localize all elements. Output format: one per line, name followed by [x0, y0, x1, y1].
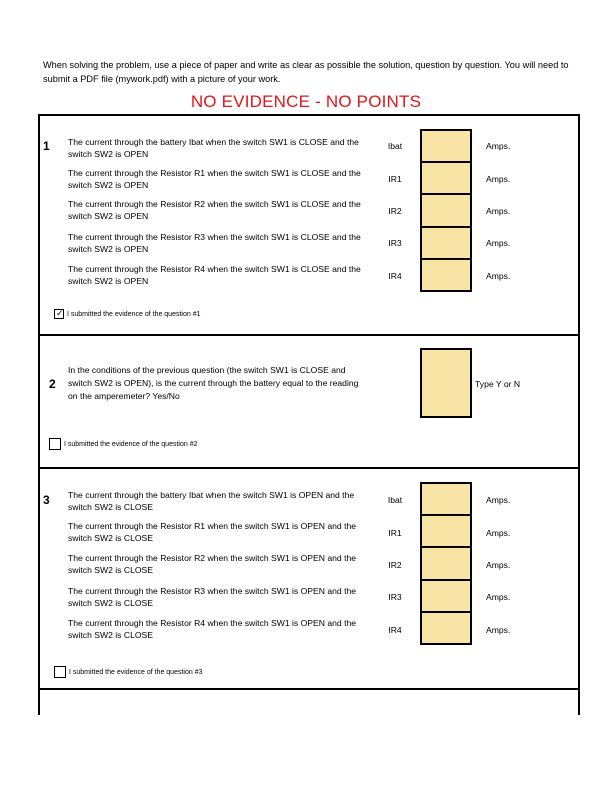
q2-evidence[interactable]	[49, 438, 197, 450]
q3-label-ir2: IR2	[388, 560, 402, 570]
q2-evidence-checkbox[interactable]	[49, 438, 61, 450]
q3-unit-ir1: Amps.	[486, 528, 511, 538]
q1-unit-ir3: Amps.	[486, 238, 511, 248]
q3-answer-ir1[interactable]	[420, 515, 472, 548]
q1-unit-ir1: Amps.	[486, 174, 511, 184]
q1-answer-ir3[interactable]	[420, 227, 472, 260]
q1-label-ir2: IR2	[388, 206, 402, 216]
warning-heading: NO EVIDENCE - NO POINTS	[190, 92, 422, 111]
q1-answer-ir2[interactable]	[420, 194, 472, 227]
question-2-number: 2	[49, 377, 56, 391]
q2-unit: Type Y or N	[475, 379, 521, 389]
q3-answer-group	[420, 482, 472, 645]
q1-unit-ibat: Amps.	[486, 141, 511, 151]
q3-row-ir2-text: The current through the Resistor R2 when the switch SW1 is OPEN and the switch SW2 is CLOSE	[68, 553, 357, 576]
q3-answer-ir2[interactable]	[420, 547, 472, 580]
q3-answer-ir4[interactable]	[420, 612, 472, 645]
q1-evidence-label: I submitted the evidence of the question #1	[67, 310, 201, 318]
q3-row-ir4-text: The current through the Resistor R4 when the switch SW1 is OPEN and the switch SW2 is CLOSE	[68, 618, 357, 641]
q3-evidence-label: I submitted the evidence of the question #3	[69, 668, 203, 676]
divider-q2-q3	[38, 467, 580, 469]
instructions-text: When solving the problem, use a piece of paper and write as clear as possible the solution, question by question. You will need to submit a PDF file (mywork.pdf) with a picture of your work.	[43, 60, 569, 84]
q2-evidence-label: I submitted the evidence of the question #2	[64, 440, 198, 448]
q3-unit-ibat: Amps.	[486, 495, 511, 505]
divider-top	[38, 114, 580, 116]
q1-answer-group	[420, 129, 472, 292]
q3-unit-ir4: Amps.	[486, 625, 511, 635]
q1-row-ir4-text: The current through the Resistor R4 when the switch SW1 is CLOSE and the switch SW2 is OPEN	[68, 264, 361, 287]
q1-unit-ir4: Amps.	[486, 271, 511, 281]
q2-text: In the conditions of the previous question (the switch SW1 is CLOSE and switch SW2 is OPEN), is the current through the battery equal to the reading on the amperemeter? Yes/No	[68, 365, 359, 401]
q3-evidence[interactable]	[54, 666, 202, 678]
divider-q1-q2	[38, 334, 580, 336]
q3-evidence-checkbox[interactable]	[54, 666, 66, 678]
q1-label-ir1: IR1	[388, 174, 402, 184]
q3-unit-ir2: Amps.	[486, 560, 511, 570]
divider-q3-end	[38, 688, 580, 690]
q1-label-ir3: IR3	[388, 238, 402, 248]
q3-answer-ibat[interactable]	[420, 482, 472, 515]
q1-unit-ir2: Amps.	[486, 206, 511, 216]
q3-row-ibat-text: The current through the battery Ibat when the switch SW1 is OPEN and the switch SW2 is CLOSE	[68, 490, 355, 513]
q1-answer-ir4[interactable]	[420, 259, 472, 292]
q1-label-ibat: Ibat	[387, 141, 403, 151]
q3-row-ir3-text: The current through the Resistor R3 when the switch SW1 is OPEN and the switch SW2 is CLOSE	[68, 586, 357, 609]
q3-label-ibat: Ibat	[387, 495, 403, 505]
q1-evidence[interactable]	[54, 309, 200, 319]
question-3-number: 3	[43, 493, 50, 507]
q3-row-ir1-text: The current through the Resistor R1 when the switch SW1 is OPEN and the switch SW2 is CLOSE	[68, 521, 357, 544]
q1-row-ir3-text: The current through the Resistor R3 when the switch SW1 is CLOSE and the switch SW2 is OPEN	[68, 232, 361, 255]
q1-row-ir2-text: The current through the Resistor R2 when the switch SW1 is CLOSE and the switch SW2 is OPEN	[68, 199, 361, 222]
q3-label-ir1: IR1	[388, 528, 402, 538]
q1-row-ibat-text: The current through the battery Ibat when the switch SW1 is CLOSE and the switch SW2 is OPEN	[68, 137, 359, 160]
q3-label-ir4: IR4	[388, 625, 402, 635]
q1-answer-ibat[interactable]	[420, 129, 472, 162]
question-1-number: 1	[43, 139, 50, 153]
q3-unit-ir3: Amps.	[486, 592, 511, 602]
q3-answer-ir3[interactable]	[420, 580, 472, 613]
q3-label-ir3: IR3	[388, 592, 402, 602]
q1-label-ir4: IR4	[388, 271, 402, 281]
q1-evidence-checkbox[interactable]	[54, 309, 64, 319]
q1-answer-ir1[interactable]	[420, 162, 472, 195]
q2-answer-box[interactable]	[420, 348, 472, 418]
q1-row-ir1-text: The current through the Resistor R1 when the switch SW1 is CLOSE and the switch SW2 is OPEN	[68, 168, 361, 191]
